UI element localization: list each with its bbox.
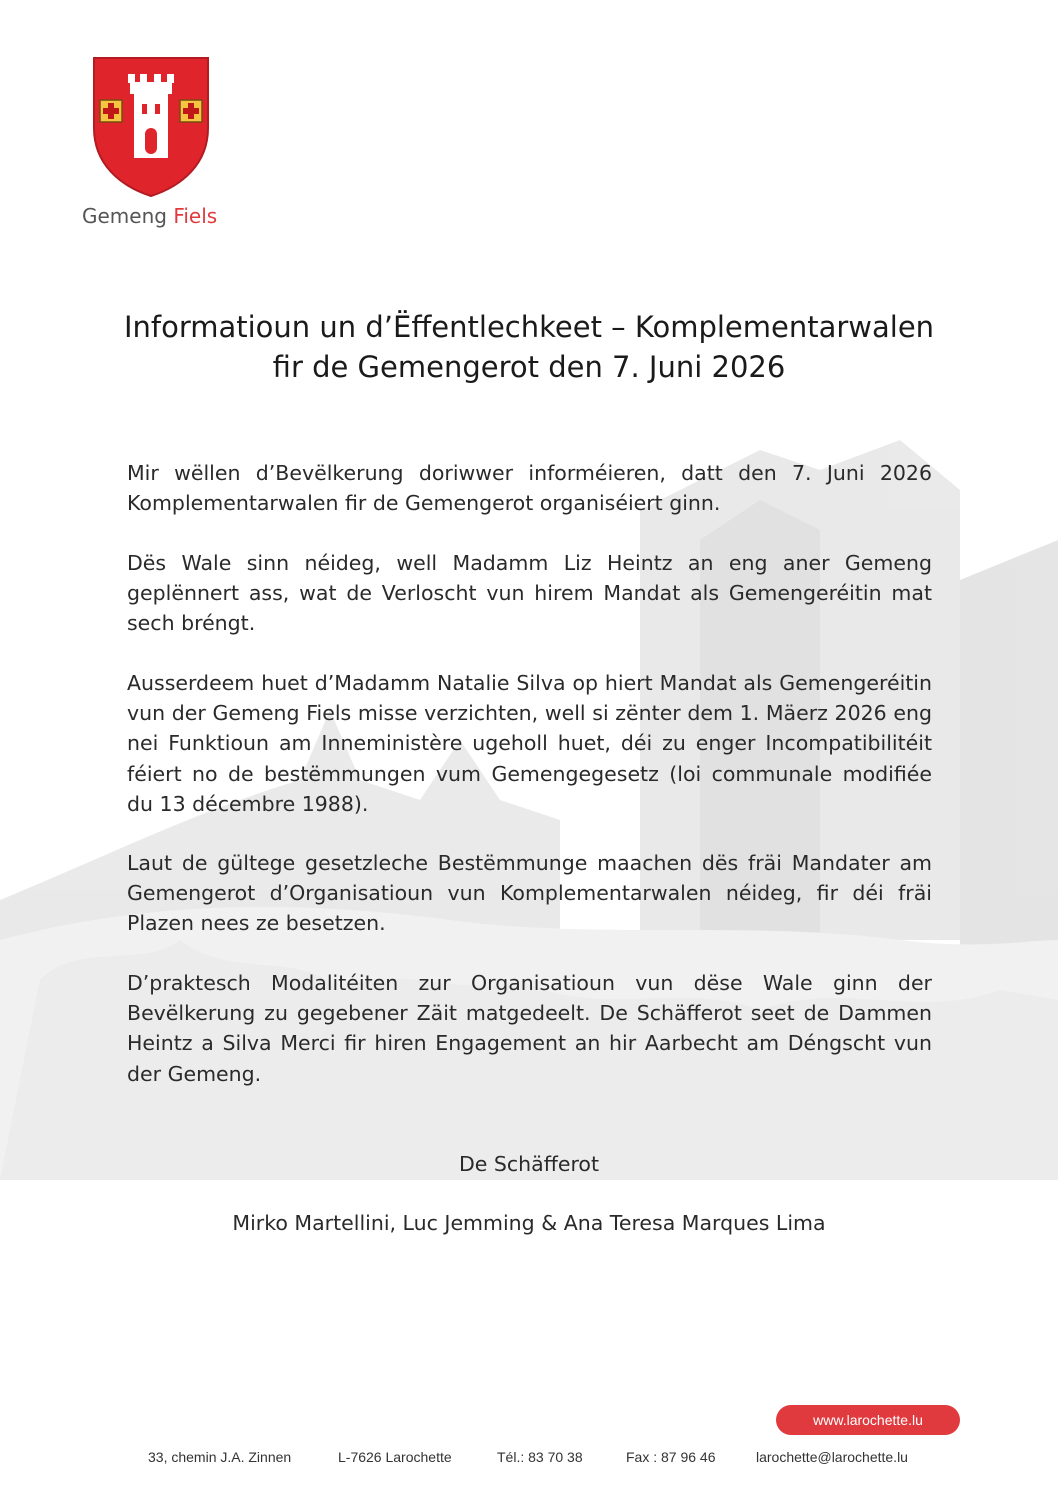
body-paragraph-4: Laut de gültege gesetzleche Bestëmmunge maachen dës fräi Mandater am Gemengerot d’Organisatioun vun Komplementarwalen néideg, fir déi fräi Plazen nees ze besetzen. xyxy=(127,851,932,936)
logo-name-accent: Fiels xyxy=(173,204,218,228)
coat-of-arms-icon xyxy=(82,56,222,198)
footer-phone: Tél.: 83 70 38 xyxy=(497,1449,583,1465)
body-paragraph-1: Mir wëllen d’Bevëlkerung doriwwer informéieren, datt den 7. Juni 2026 Komplementarwalen fir de Gemengerot organiséiert ginn. xyxy=(127,461,932,516)
signature-body: De Schäfferot xyxy=(458,1152,600,1176)
municipality-logo xyxy=(82,56,222,228)
signatories: Mirko Martellini, Luc Jemming & Ana Teresa Marques Lima xyxy=(232,1211,826,1235)
footer-fax: Fax : 87 96 46 xyxy=(626,1449,716,1465)
body-paragraph-2: Dës Wale sinn néideg, well Madamm Liz Heintz an eng aner Gemeng geplënnert ass, wat de Verloscht vun hirem Mandat als Gemengeréitin mat sech bréngt. xyxy=(127,551,932,636)
website-link[interactable]: www.larochette.lu xyxy=(776,1405,960,1435)
footer-email[interactable]: larochette@larochette.lu xyxy=(756,1449,908,1465)
page-title: Informatioun un d’Ëffentlechkeet – Komplementarwalen fir de Gemengerot den 7. Juni 2026 xyxy=(123,310,935,384)
footer-postal: L-7626 Larochette xyxy=(338,1449,452,1465)
logo-name-prefix: Gemeng xyxy=(82,204,174,228)
footer-address: 33, chemin J.A. Zinnen xyxy=(148,1449,292,1465)
body-paragraph-5: D’praktesch Modalitéiten zur Organisatioun vun dëse Wale ginn der Bevëlkerung zu gegebener Zäit matgedeelt. De Schäfferot seet de Dammen Heintz a Silva Merci fir hiren Engagement an hir Aarbecht am Déngscht vun der Gemeng. xyxy=(127,971,932,1086)
body-paragraph-3: Ausserdeem huet d’Madamm Natalie Silva op hiert Mandat als Gemengeréitin vun der Gemeng Fiels misse verzichten, well si zënter dem 1. Mäerz 2026 eng nei Funktioun am Inneministère ugeholl huet, déi zu enger Incompatibilitéit féiert no de bestëmmungen vum Gemengegesetz (loi communale modifiée du 13 décembre 1988). xyxy=(127,671,932,816)
logo-wordmark xyxy=(82,204,217,228)
